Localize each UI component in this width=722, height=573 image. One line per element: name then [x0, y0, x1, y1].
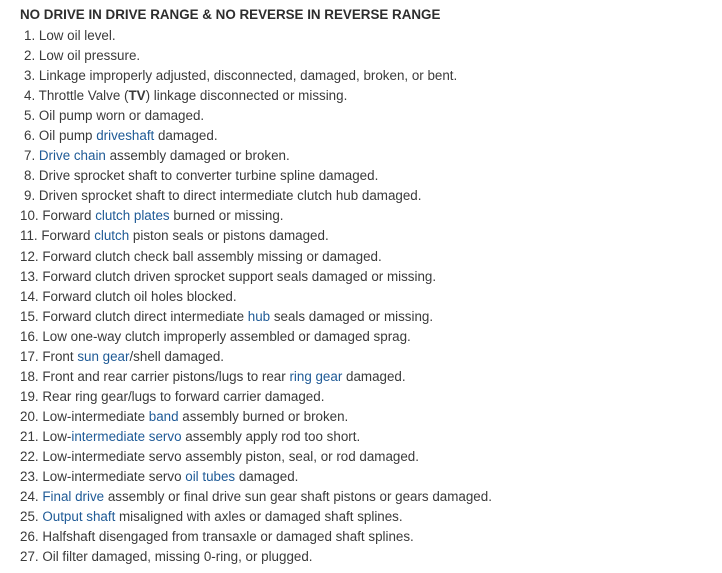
- glossary-link[interactable]: hub: [247, 308, 271, 324]
- item-text: misaligned with axles or damaged shaft splines.: [115, 509, 403, 525]
- item-text: Driven sprocket shaft to direct intermediate clutch hub damaged.: [38, 188, 422, 204]
- item-number: 5.: [24, 108, 39, 124]
- list-item: [20, 547, 722, 567]
- item-text: Oil pump: [38, 128, 97, 144]
- glossary-link[interactable]: clutch plates: [95, 208, 170, 224]
- list-item: [20, 166, 722, 186]
- item-text: Oil filter damaged, missing 0-ring, or plugged.: [42, 549, 313, 565]
- item-text: Front: [42, 348, 78, 364]
- list-item: [20, 66, 722, 86]
- list-item: [20, 487, 722, 507]
- list-item: [20, 307, 722, 327]
- item-text: Forward clutch check ball assembly missing or damaged.: [42, 248, 382, 264]
- item-text: Low oil pressure.: [38, 48, 141, 64]
- item-text: assembly or final drive sun gear shaft pistons or gears damaged.: [104, 489, 492, 505]
- item-text: Rear ring gear/lugs to forward carrier damaged.: [42, 388, 325, 404]
- item-number: 26.: [20, 529, 43, 545]
- item-text: Linkage improperly adjusted, disconnected, damaged, broken, or bent.: [38, 68, 458, 84]
- bold-text: TV: [128, 88, 146, 104]
- item-text: Drive sprocket shaft to converter turbine spline damaged.: [38, 168, 379, 184]
- item-number: 15.: [20, 308, 43, 324]
- list-item: [20, 46, 722, 66]
- item-text: Halfshaft disengaged from transaxle or damaged shaft splines.: [42, 529, 414, 545]
- list-item: [20, 387, 722, 407]
- list-item: [20, 106, 722, 126]
- list-item: [20, 527, 722, 547]
- item-number: 20.: [20, 408, 43, 424]
- glossary-link[interactable]: oil tubes: [185, 469, 236, 485]
- item-text: Low oil level.: [38, 28, 116, 43]
- item-number: 21.: [20, 428, 43, 444]
- list-item: [20, 367, 722, 387]
- list-item: [20, 467, 722, 487]
- item-number: 4.: [24, 88, 39, 104]
- item-number: 7.: [24, 148, 39, 164]
- glossary-link[interactable]: Output shaft: [42, 509, 116, 525]
- list-item: [20, 26, 722, 46]
- item-text: assembly burned or broken.: [178, 408, 349, 424]
- item-text: Forward clutch driven sprocket support seals damaged or missing.: [42, 268, 437, 284]
- item-text: Front and rear carrier pistons/lugs to rear: [42, 368, 290, 384]
- list-item: [20, 267, 722, 287]
- item-text: Forward: [42, 208, 96, 224]
- item-text: burned or missing.: [169, 208, 284, 224]
- item-number: 10.: [20, 208, 43, 224]
- item-text: Forward: [41, 228, 95, 244]
- item-text: damaged.: [342, 368, 406, 384]
- glossary-link[interactable]: Drive chain: [38, 148, 106, 164]
- item-number: 12.: [20, 248, 43, 264]
- list-item: [20, 287, 722, 307]
- cause-list: [20, 26, 722, 567]
- item-number: 11.: [20, 228, 42, 244]
- item-text: Low-: [42, 428, 72, 444]
- item-text: Oil pump worn or damaged.: [38, 108, 205, 124]
- list-item: [20, 427, 722, 447]
- list-item: [20, 226, 722, 246]
- list-item: [20, 327, 722, 347]
- list-item: [20, 126, 722, 146]
- glossary-link[interactable]: sun gear: [77, 348, 130, 364]
- item-text: Low-intermediate servo: [42, 469, 186, 485]
- item-number: 23.: [20, 469, 43, 485]
- item-text: Low-intermediate: [42, 408, 149, 424]
- item-number: 2.: [24, 48, 39, 64]
- glossary-link[interactable]: Final drive: [42, 489, 105, 505]
- item-number: 27.: [20, 549, 43, 565]
- item-text: /shell damaged.: [129, 348, 224, 364]
- item-number: 16.: [20, 328, 43, 344]
- list-item: [20, 186, 722, 206]
- glossary-link[interactable]: band: [148, 408, 179, 424]
- list-item: [20, 447, 722, 467]
- section-heading: NO DRIVE IN DRIVE RANGE & NO REVERSE IN REVERSE RANGE: [20, 7, 441, 22]
- list-item: [20, 407, 722, 427]
- item-number: 6.: [24, 128, 39, 144]
- glossary-link[interactable]: ring gear: [289, 368, 343, 384]
- item-text: damaged.: [154, 128, 218, 144]
- list-item: [20, 86, 722, 106]
- item-number: 22.: [20, 448, 43, 464]
- item-number: 19.: [20, 388, 43, 404]
- list-item: [20, 247, 722, 267]
- item-number: 8.: [24, 168, 39, 184]
- item-number: 1.: [24, 28, 39, 43]
- glossary-link[interactable]: clutch: [94, 228, 130, 244]
- list-item: [20, 146, 722, 166]
- item-number: 14.: [20, 288, 43, 304]
- item-text: piston seals or pistons damaged.: [129, 228, 329, 244]
- item-text: Low-intermediate servo assembly piston, seal, or rod damaged.: [42, 448, 419, 464]
- item-text: Throttle Valve (: [38, 88, 129, 104]
- item-number: 9.: [24, 188, 39, 204]
- item-number: 18.: [20, 368, 43, 384]
- list-item: [20, 206, 722, 226]
- item-number: 17.: [20, 348, 43, 364]
- item-number: 25.: [20, 509, 43, 525]
- item-text: assembly damaged or broken.: [105, 148, 290, 164]
- item-text: ) linkage disconnected or missing.: [145, 88, 348, 104]
- glossary-link[interactable]: driveshaft: [96, 128, 155, 144]
- item-text: Low one-way clutch improperly assembled or damaged sprag.: [42, 328, 411, 344]
- item-text: seals damaged or missing.: [270, 308, 434, 324]
- glossary-link[interactable]: intermediate servo: [71, 428, 182, 444]
- item-text: assembly apply rod too short.: [181, 428, 361, 444]
- item-number: 3.: [24, 68, 39, 84]
- item-text: Forward clutch direct intermediate: [42, 308, 248, 324]
- item-number: 24.: [20, 489, 43, 505]
- item-number: 13.: [20, 268, 43, 284]
- list-item: [20, 347, 722, 367]
- list-item: [20, 507, 722, 527]
- item-text: Forward clutch oil holes blocked.: [42, 288, 237, 304]
- item-text: damaged.: [235, 469, 299, 485]
